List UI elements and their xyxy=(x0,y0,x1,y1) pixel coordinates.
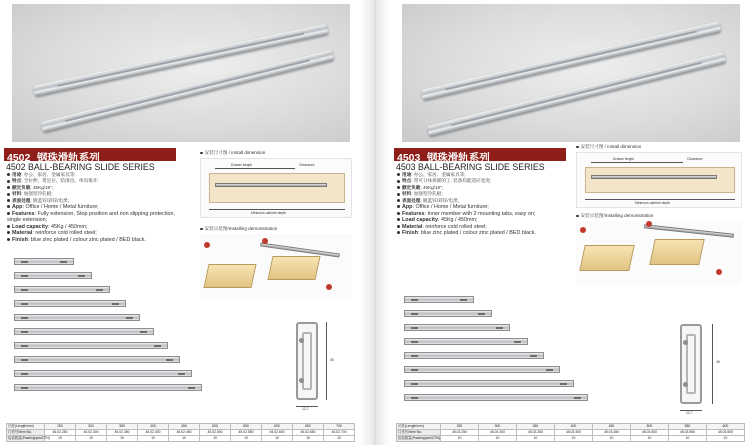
slide-length-drawing xyxy=(14,370,192,377)
installing-demo-diagram xyxy=(200,234,352,300)
slide-length-drawing xyxy=(14,384,202,391)
slide-drawing xyxy=(644,224,734,237)
slide-length-drawing xyxy=(404,366,560,373)
model-number: 4502 xyxy=(7,152,31,164)
right-page xyxy=(390,0,750,445)
clearance-label: Clearance xyxy=(299,163,315,167)
spec-en-item: Finish: blue zinc plated / colour zinc plated / BED black. xyxy=(7,237,185,244)
product-photo xyxy=(12,4,350,142)
spec-cn-item: 特点: 带可分体拆卸的工, 装备均能适应宽度; xyxy=(397,178,575,184)
dimension-line xyxy=(712,324,713,404)
table-row: 订货号/Item No. 45.03.250 45.03.300 45.03.350 45.03.400 45.03.450 45.03.500 45.03.550 45.03.600 xyxy=(397,430,745,436)
drawer-length-label: Drawer length xyxy=(613,157,635,161)
cabinet-depth-label: Minimum cabinet depth xyxy=(635,201,671,205)
slide-length-drawing xyxy=(404,310,492,317)
spec-en-item: App: Office / Home / Metal furniture; xyxy=(7,204,185,211)
slide-length-drawing xyxy=(14,300,126,307)
spec-en-item: App: Office / Home / Metal furniture; xyxy=(397,204,575,211)
spec-cn-item: 材料: 加强型冷轧板; xyxy=(397,191,575,197)
installing-demo-label: 安装示范图/Installing demonstration xyxy=(576,213,653,219)
spec-list xyxy=(397,172,575,237)
spec-cn-item: 用途: 办公、家居、金属家具等; xyxy=(7,172,185,178)
install-dimension-diagram xyxy=(200,158,352,218)
series-title-cn: 钢珠滑轨系列 xyxy=(36,152,100,164)
spec-en-item: Material: reinforce cold rolled steel; xyxy=(7,230,185,237)
step-marker-icon xyxy=(262,238,268,244)
table-row: 长度(Length/mm) 250 300 350 400 450 500 550 600 xyxy=(397,424,745,430)
step-marker-icon xyxy=(204,242,210,248)
spec-cn-item: 额定负载: 45Kg/18"; xyxy=(397,185,575,191)
spec-en-item: Load capacity: 45Kg / 450mm; xyxy=(7,224,185,231)
cabinet-shape xyxy=(585,167,735,193)
slide-length-drawing xyxy=(404,296,474,303)
cross-section-profile xyxy=(676,320,736,416)
install-dimension-label: 安装尺寸图 / install dimension xyxy=(576,144,641,150)
clearance-label: Clearance xyxy=(687,157,703,161)
series-title-cn: 钢珠滑轨系列 xyxy=(426,152,490,164)
page-gutter xyxy=(360,0,390,445)
product-photo xyxy=(402,4,740,142)
cabinet-shape xyxy=(209,173,345,203)
series-title-bar xyxy=(4,148,176,164)
slide-length-drawing xyxy=(404,352,544,359)
spec-list xyxy=(7,172,185,244)
slide-length-drawing xyxy=(404,394,588,401)
table-row: 包装数量(Packing/pcs/CTN) 10 10 10 10 10 10 10 10 xyxy=(397,436,745,442)
spec-cn-item: 表面处理: 镀蓝锌/彩锌/电黑; xyxy=(7,198,185,204)
slide-length-drawing xyxy=(14,356,180,363)
slide-length-drawing xyxy=(404,338,528,345)
installing-demo-diagram xyxy=(576,221,742,285)
step-marker-icon xyxy=(580,227,586,233)
install-dimension-label: 安装尺寸图 / install dimension xyxy=(200,150,265,156)
drawer-drawing xyxy=(579,245,635,271)
slide-length-drawing xyxy=(14,328,154,335)
table-row: 包装数量(Packing/pcs/CTN) 10 10 10 10 10 10 10 10 10 10 xyxy=(7,436,355,442)
slide-drawing xyxy=(215,183,327,187)
spec-table xyxy=(396,423,745,442)
slide-length-drawing xyxy=(404,324,510,331)
spec-cn-item: 材料: 加强型冷轧板; xyxy=(7,191,185,197)
slide-length-drawing xyxy=(14,314,140,321)
dimension-line xyxy=(585,199,735,200)
drawer-drawing xyxy=(203,264,256,288)
series-title-bar xyxy=(394,148,566,164)
dimension-line xyxy=(209,209,345,210)
spec-cn-item: 额定负载: 45Kg/18"; xyxy=(7,185,185,191)
step-marker-icon xyxy=(716,269,722,275)
slide-length-drawing xyxy=(14,286,110,293)
step-marker-icon xyxy=(326,284,332,290)
slide-length-drawing xyxy=(14,342,168,349)
spec-en-item: Finish: blue zinc plated / colour zinc plated / BED black. xyxy=(397,230,575,237)
install-dimension-diagram xyxy=(576,152,742,208)
cross-section-profile xyxy=(292,318,348,412)
cabinet-depth-label: Minimum cabinet depth xyxy=(251,211,287,215)
dimension-line xyxy=(326,322,327,400)
slide-drawing xyxy=(591,175,717,179)
spec-en-item: Features: Fully extension, Stop position and non slipping protection, single extension; xyxy=(7,210,176,224)
installing-demo-label: 安装示范图/Installing demonstration xyxy=(200,226,277,232)
profile-height-label: 45 xyxy=(330,358,334,362)
slide-length-drawing xyxy=(14,258,74,265)
dimension-line xyxy=(215,168,295,169)
profile-width-label: 12.7 xyxy=(302,407,309,411)
series-title-en: 4503 BALL-BEARING SLIDE SERIES xyxy=(396,162,545,172)
spec-cn-item: 用途: 办公、家居、金属家具等; xyxy=(397,172,575,178)
table-row: 长度(Length/mm) 250 300 350 400 450 500 550 600 650 700 xyxy=(7,424,355,430)
left-page xyxy=(0,0,360,445)
slide-length-drawing xyxy=(14,272,92,279)
slide-length-drawing xyxy=(404,380,574,387)
model-number: 4503 xyxy=(397,152,421,164)
spec-en-item: Features: Inner member with 2 mounting tabs, easy on; xyxy=(397,211,575,218)
spec-en-item: Load capacity: 45Kg / 450mm; xyxy=(397,217,575,224)
drawer-drawing xyxy=(267,256,320,280)
drawer-length-label: Drawer length xyxy=(231,163,253,167)
profile-width-label: 12.7 xyxy=(686,411,693,415)
profile-height-label: 45 xyxy=(716,360,720,364)
step-marker-icon xyxy=(646,221,652,227)
spec-table xyxy=(6,423,355,442)
slide-length-drawings xyxy=(404,296,594,408)
spec-cn-item: 特点: 全拉伸、带定位、防滑出、单向推开; xyxy=(7,178,185,184)
drawer-drawing xyxy=(649,239,705,265)
slide-length-drawings xyxy=(14,258,204,398)
table-row: 订货号/Item No. 45.02.250 45.02.300 45.02.350 45.02.400 45.02.450 45.02.500 45.02.550 45.02.600 45.02.650 45.02.700 xyxy=(7,430,355,436)
spec-cn-item: 表面处理: 镀蓝锌/彩锌/电黑; xyxy=(397,198,575,204)
dimension-line xyxy=(591,162,683,163)
spec-en-item: Material: reinforce cold rolled steel; xyxy=(397,224,575,231)
series-title-en: 4502 BALL-BEARING SLIDE SERIES xyxy=(6,162,155,172)
